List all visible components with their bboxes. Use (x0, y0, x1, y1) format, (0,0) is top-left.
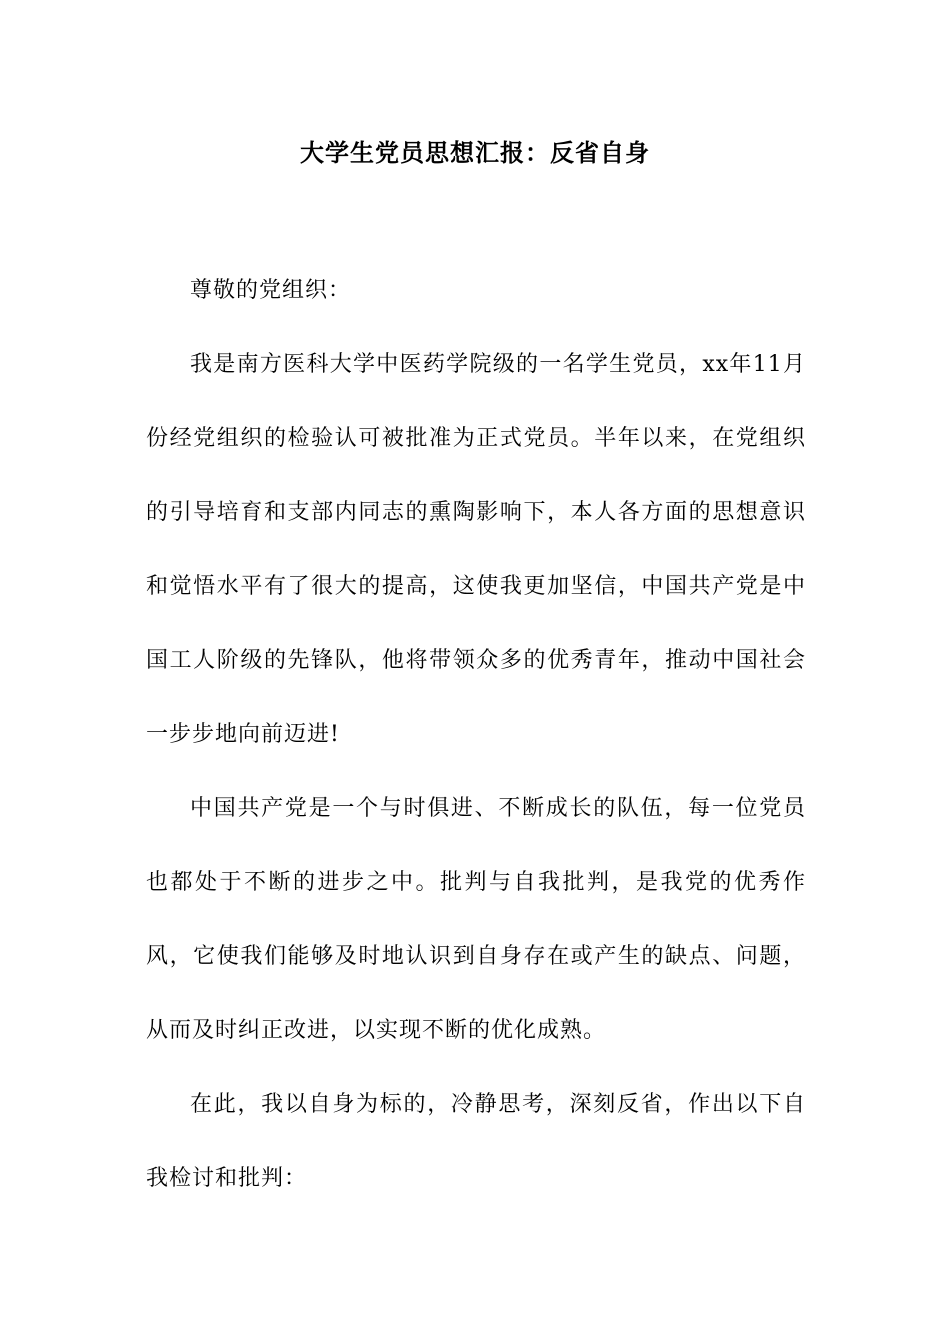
paragraph-3: 在此，我以自身为标的，冷静思考，深刻反省，作出以下自我检讨和批判： (146, 1092, 806, 1191)
paragraph-1: 我是南方医科大学中医药学院级的一名学生党员，xx年11月份经党组织的检验认可被批准为正式党员。半年以来，在党组织的引导培育和支部内同志的熏陶影响下，本人各方面的思想意识和觉悟水平有了很大的提高，这使我更加坚信，中国共产党是中国工人阶级的先锋队，他将带领众多的优秀青年，推动中国社会一步步地向前迈进! (146, 352, 806, 747)
paragraph-2: 中国共产党是一个与时俱进、不断成长的队伍，每一位党员也都处于不断的进步之中。批判与自我批判，是我党的优秀作风，它使我们能够及时地认识到自身存在或产生的缺点、问题，从而及时纠正改进，以实现不断的优化成熟。 (146, 796, 806, 1043)
document-body (146, 254, 806, 1216)
document-title: 大学生党员思想汇报：反省自身 (300, 139, 650, 167)
salutation: 尊敬的党组织： (190, 278, 352, 303)
